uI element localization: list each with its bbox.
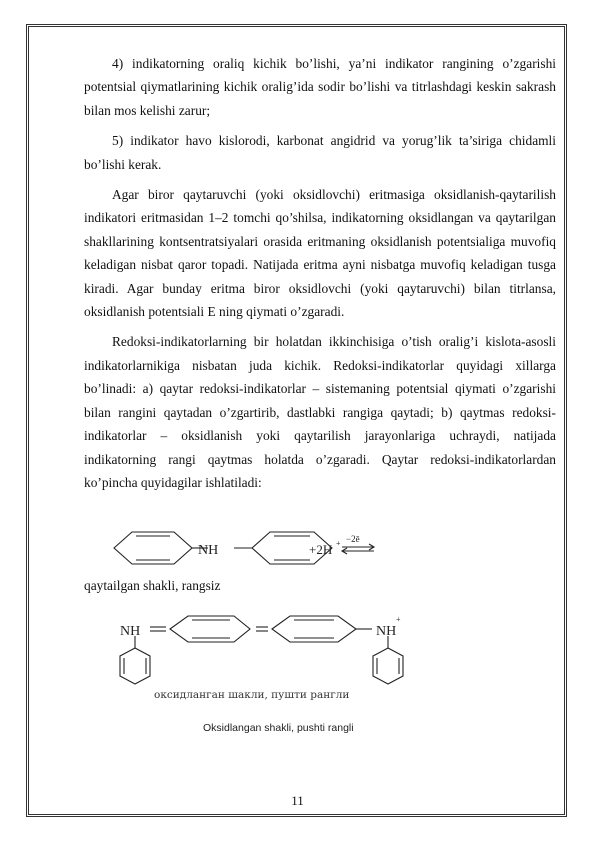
electron-label: −2ē [346,534,360,544]
left-ring [114,532,192,564]
plus-charge: + [336,539,341,548]
nh-right-label: NH [376,624,397,639]
paragraph-4: Redoksi-indikatorlarning bir holatdan ikkinchisiga o’tish oralig’i kislota-asosli indikatorlarnikiga nisbatan juda kichik. Redoksi-indikatorlar quyidagi xillarga bo’linadi: a) qaytar redoksi-indikatorlar – sistemaning potentsial qiymati o’zgarishi bilan rangini qaytadan o’zgartirib, dastlabki rangiga qaytadi; b) qaytmas redoksi-indikatorlar – oksidlanish yoki qaytarilish jarayonlariga uchraydi, natijada indikatorning rangi qaytmas holatda o’zgaradi. Qaytar redoksi-indikatorlardan ko’pincha quyidagilar ishlatiladi: [84,334,556,490]
structure-oxidized-form [84,610,556,702]
reduced-caption: qaytailgan shakli, rangsiz [84,578,221,593]
nh-left-label: NH [120,624,141,639]
paragraph-1: 4) indikatorning oraliq kichik bo’lishi, ya’ni indikator rangining o’zgarishi potentsial qiymatlarining kichik oralig’ida sodir bo’lishi va titrlashdagi keskin sakrash bilan mos kelishi zarur; [84,56,556,118]
nh-label: NH [198,543,219,558]
oxidized-form-diagram [84,610,556,702]
paragraph-3: Agar biror qaytaruvchi (yoki oksidlovchi) eritmasiga oksidlanish-qaytarilish indikatori eritmasidan 1–2 tomchi qo’shilsa, indikatorning oksidlangan va qaytarilgan shakllarining kontsentratsiyalari orasida eritmaning oksidlanish potentsialiga muvofiq keladigan nisbat qaror topadi. Natijada eritma ayni nisbatga muvofiq keladigan tusga kiradi. Agar bunday eritma biror oksidlovchi (yoki qaytaruvchi) bilan titrlansa, oksidlanish potentsiali E ning qiymati o’zgaradi. [84,187,556,320]
oxidized-caption: Oksidlangan shakli, pushti rangli [203,722,354,734]
page-number: 11 [291,793,304,808]
plus-charge-right: + [396,615,401,624]
paragraph-2: 5) indikator havo kislorodi, karbonat angidrid va yorug’lik ta’siriga chidamli bo’lishi kerak. [84,133,556,172]
plus-2h-label: +2H [309,542,333,557]
cyrillic-caption: оксидланган шакли, пушти рангли [154,689,350,701]
body-text [84,52,556,501]
structure-reduced-form [84,526,556,572]
reduced-form-diagram [84,526,556,572]
